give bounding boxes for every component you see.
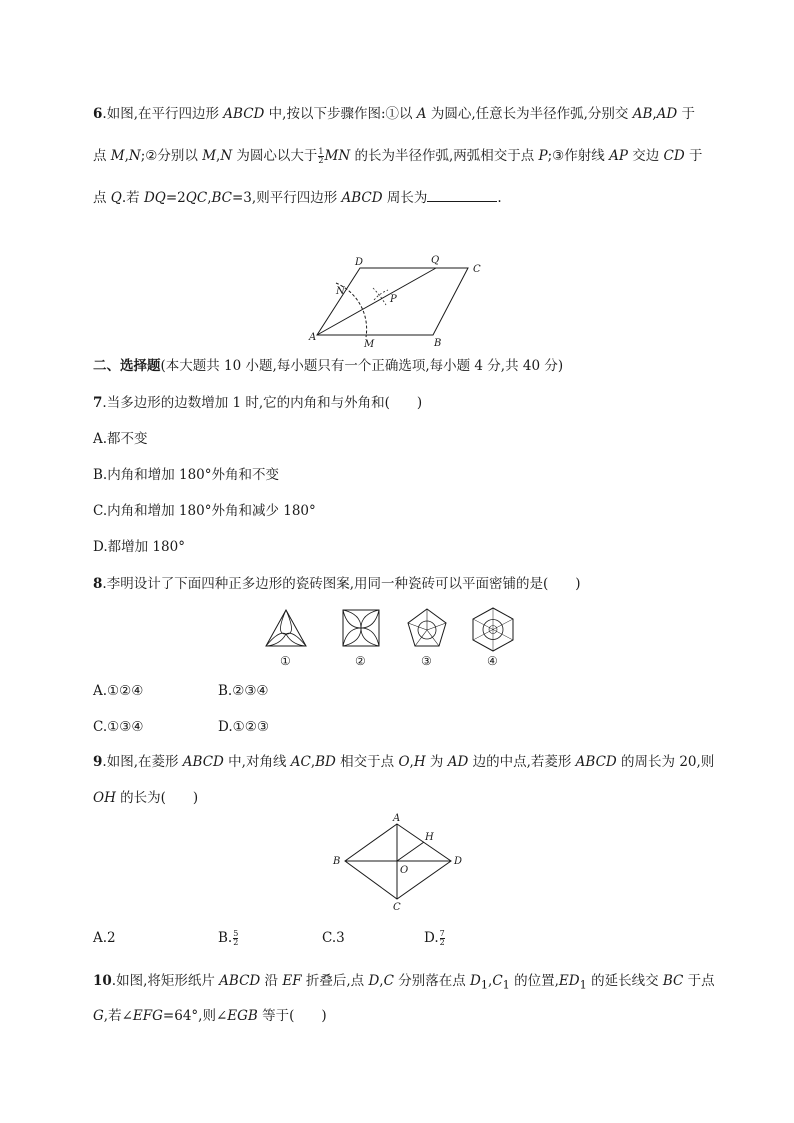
q6-line-3: 点 Q.若 DQ=2QC,BC=3,则平行四边形 ABCD 周长为 . [93, 190, 502, 206]
ray-aq [317, 268, 436, 335]
label-A: A [393, 813, 401, 824]
q7-option-a[interactable]: A.都不变 [93, 431, 148, 447]
label-M: M [364, 339, 375, 350]
tile-hexagon [473, 608, 513, 651]
q8-number: 8 [93, 576, 103, 592]
label-B: B [434, 338, 442, 349]
q10-line-2: G,若∠EFG=64°,则∠EGB 等于( ) [93, 1008, 327, 1024]
q6-line-1: 6.如图,在平行四边形 ABCD 中,按以下步骤作图:①以 A 为圆心,任意长为半径作弧,分别交 AB,AD 于 [93, 106, 696, 122]
q6-line-2: 点 M,N;②分别以 M,N 为圆心以大于 $\frac{1}{2}$ MN 的长为半径作弧,两弧相交于点 P;③作射线 AP 交边 CD 于 [93, 147, 703, 165]
q9-rhombus-figure [325, 812, 475, 912]
q6-parallelogram-figure [300, 250, 500, 350]
label-Q: Q [431, 255, 440, 266]
q6-number: 6 [93, 106, 103, 122]
q7-number: 7 [93, 395, 103, 411]
tile-label-4: ④ [487, 654, 498, 668]
tile-label-2: ② [355, 654, 366, 668]
q9-number: 9 [93, 754, 103, 770]
tile-square [343, 610, 379, 646]
tile-label-3: ③ [421, 654, 432, 668]
fraction-one-half: $\frac{1}{2}$ [318, 147, 324, 165]
q9-option-b[interactable]: B. $\frac{5}{2}$ [218, 929, 239, 947]
label-N: N [336, 286, 345, 297]
label-D: D [355, 257, 364, 268]
q7-option-c[interactable]: C.内角和增加 180°外角和减少 180° [93, 503, 316, 519]
label-H: H [425, 832, 434, 843]
answer-blank[interactable] [427, 188, 497, 202]
q8-tile-patterns [255, 605, 545, 675]
label-P: P [390, 294, 397, 305]
fraction-seven-halves: $\frac{7}{2}$ [439, 929, 445, 947]
tile-pentagon [408, 609, 446, 646]
q8-option-d[interactable]: D.①②③ [218, 719, 269, 735]
q8-option-c[interactable]: C.①③④ [93, 719, 144, 735]
label-B: B [333, 856, 341, 867]
label-C: C [393, 902, 401, 912]
label-A: A [309, 332, 317, 343]
section-2-header [93, 356, 563, 376]
q8-option-b[interactable]: B.②③④ [218, 683, 269, 699]
section-description: (本大题共 10 小题,每小题只有一个正确选项,每小题 4 分,共 40 分) [160, 358, 564, 374]
q9-option-a[interactable]: A.2 [93, 930, 116, 946]
q7-stem: 7.当多边形的边数增加 1 时,它的内角和与外角和( ) [93, 395, 423, 411]
q9-option-d[interactable]: D. $\frac{7}{2}$ [424, 929, 445, 947]
label-C: C [473, 264, 481, 275]
q7-option-d[interactable]: D.都增加 180° [93, 539, 185, 555]
section-title: 二、选择题 [93, 358, 161, 374]
q10-line-1: 10.如图,将矩形纸片 ABCD 沿 EF 折叠后,点 D,C 分别落在点 $D_1,C_1$ 的位置$,ED_1$ 的延长线交 BC 于点 [93, 973, 715, 992]
segment-oh [397, 842, 424, 861]
q8-option-a[interactable]: A.①②④ [93, 683, 144, 699]
label-O: O [400, 865, 409, 876]
q8-stem: 8.李明设计了下面四种正多边形的瓷砖图案,用同一种瓷砖可以平面密铺的是( ) [93, 576, 581, 592]
q9-line-1: 9.如图,在菱形 ABCD 中,对角线 AC,BD 相交于点 O,H 为 AD 边的中点,若菱形 ABCD 的周长为 20,则 [93, 754, 715, 770]
q9-option-c[interactable]: C.3 [322, 930, 345, 946]
fraction-five-halves: $\frac{5}{2}$ [233, 929, 239, 947]
tile-label-1: ① [280, 654, 291, 668]
q9-line-2: OH 的长为( ) [93, 790, 199, 806]
label-D: D [454, 856, 463, 867]
q7-option-b[interactable]: B.内角和增加 180°外角和不变 [93, 467, 280, 483]
q10-number: 10 [93, 973, 112, 989]
tile-triangle [266, 610, 306, 646]
